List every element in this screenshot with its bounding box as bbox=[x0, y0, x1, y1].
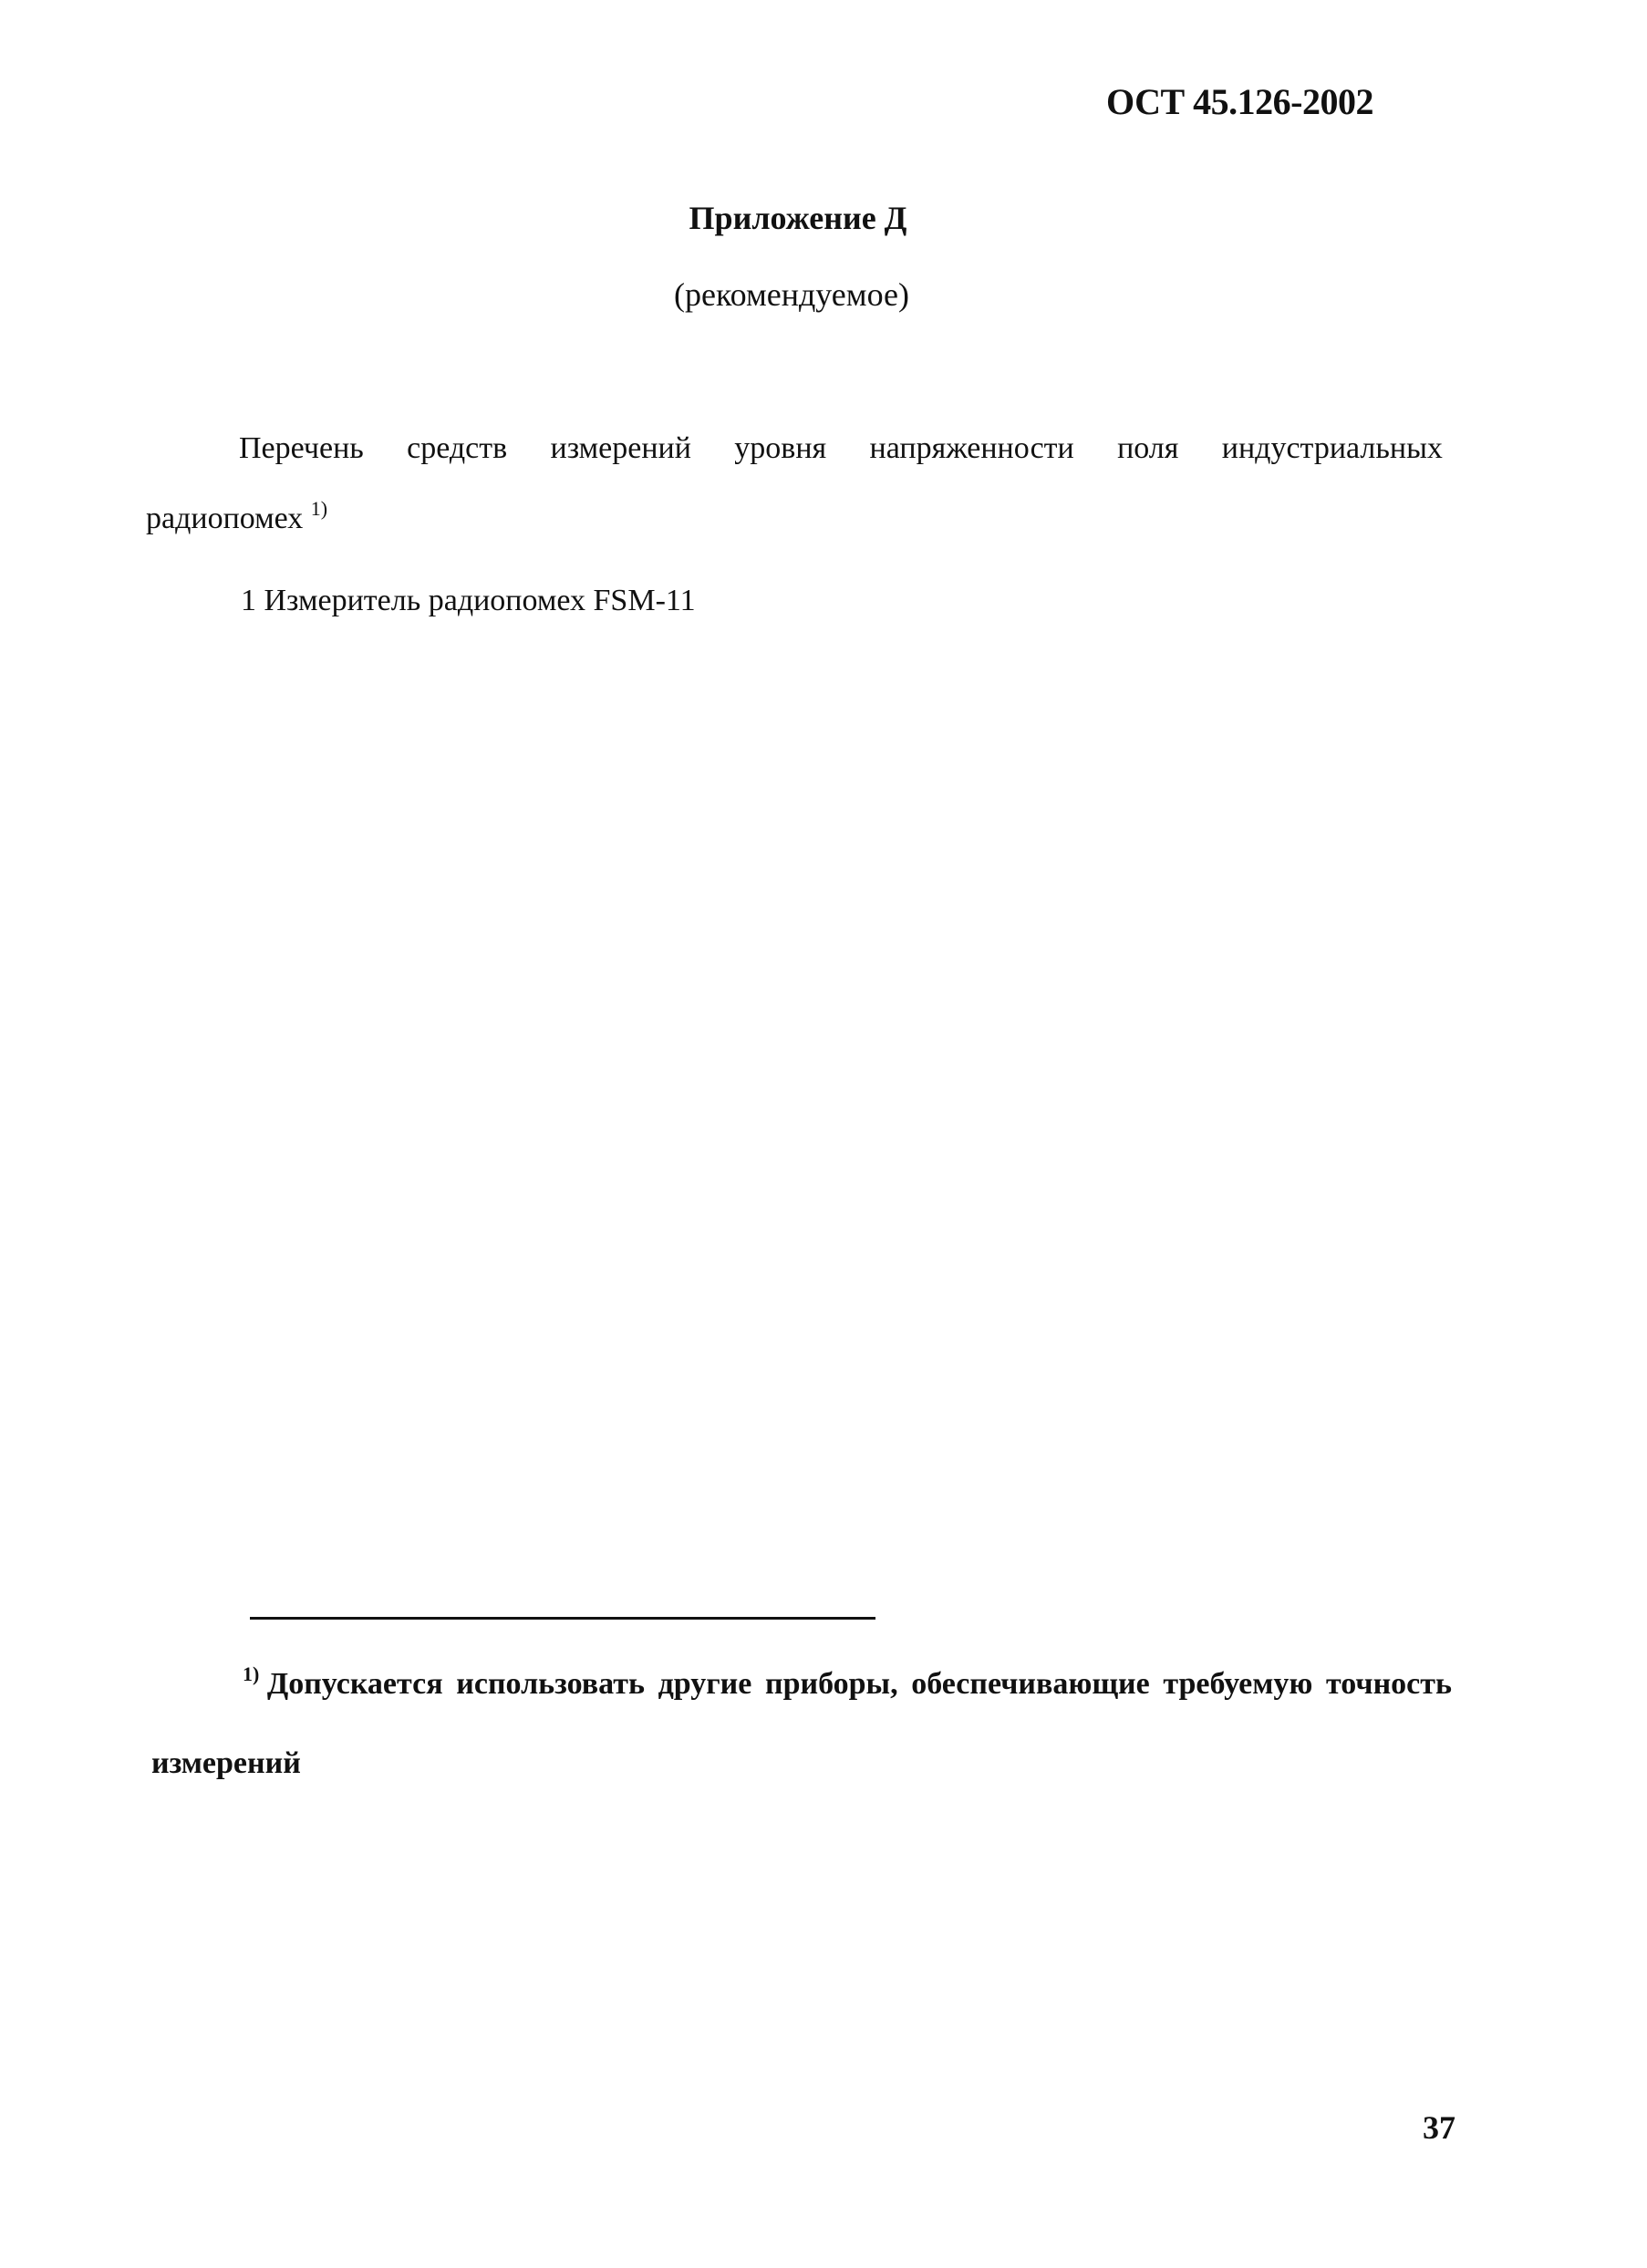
page-number: 37 bbox=[1423, 2109, 1455, 2146]
intro-word: уровня bbox=[734, 431, 827, 465]
intro-word: измерений bbox=[550, 431, 691, 465]
intro-word: Перечень bbox=[239, 431, 364, 465]
intro-word: напряженности bbox=[869, 431, 1074, 465]
list-item: 1 Измеритель радиопомех FSM-11 bbox=[241, 584, 696, 617]
footnote-reference: 1) bbox=[310, 497, 328, 520]
footnote-word: использовать bbox=[456, 1667, 645, 1701]
intro-line2-text: радиопомех bbox=[146, 502, 304, 535]
intro-word: средств bbox=[407, 431, 508, 465]
intro-paragraph-line2 bbox=[146, 497, 328, 536]
footnote-line2: измерений bbox=[151, 1746, 301, 1780]
footnote-marker: 1) bbox=[243, 1662, 260, 1685]
appendix-status: (рекомендуемое) bbox=[674, 276, 909, 313]
footnote-separator bbox=[250, 1617, 875, 1620]
footnote-word: другие bbox=[658, 1667, 752, 1701]
footnote-word: обеспечивающие bbox=[911, 1667, 1150, 1701]
document-code: ОСТ 45.126-2002 bbox=[1106, 81, 1373, 122]
footnote-word: приборы, bbox=[764, 1667, 898, 1701]
footnote-first-word bbox=[243, 1662, 443, 1702]
footnote-word: Допускается bbox=[266, 1667, 443, 1701]
footnote-word: точность bbox=[1326, 1667, 1452, 1701]
footnote-word: требуемую bbox=[1163, 1667, 1313, 1701]
footnote-line1 bbox=[243, 1662, 1452, 1702]
intro-word: поля bbox=[1117, 431, 1179, 465]
intro-paragraph-line1 bbox=[239, 431, 1443, 466]
appendix-title: Приложение Д bbox=[689, 200, 907, 236]
intro-word: индустриальных bbox=[1221, 431, 1443, 465]
